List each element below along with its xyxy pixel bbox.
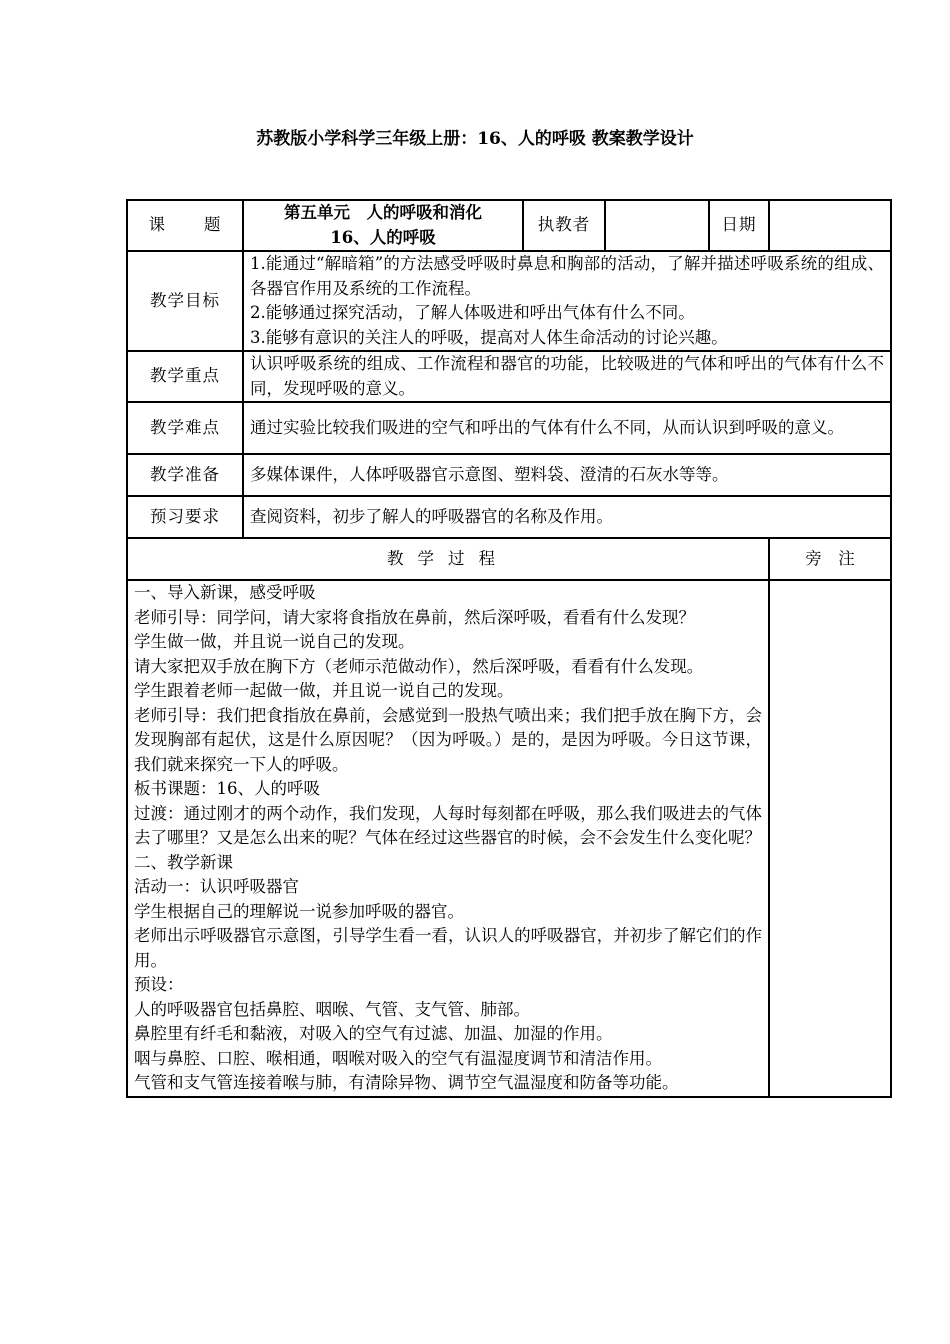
process-paragraph: 气管和支气管连接着喉与肺，有清除异物、调节空气温湿度和防备等功能。 [134,1073,679,1092]
topic-lesson: 16、人的呼吸 [330,227,436,247]
process-paragraph: 请大家把双手放在胸下方（老师示范做动作），然后深呼吸，看看有什么发现。 [134,656,704,676]
process-paragraph: 老师出示呼吸器官示意图，引导学生看一看，认识人的呼吸器官，并初步了解它们的作用。 [134,926,762,970]
preparation-row [127,454,891,496]
preparation-label: 教学准备 [127,454,243,496]
objective-item: 3.能够有意识的关注人的呼吸，提高对人体生命活动的讨论兴趣。 [250,327,728,347]
difficulties-content: 通过实验比较我们吸进的空气和呼出的气体有什么不同，从而认识到呼吸的意义。 [243,402,891,454]
preview-row [127,496,891,538]
topic-label: 课 题 [127,200,243,251]
objectives-content [243,251,891,351]
process-paragraph: 二、教学新课 [134,852,233,872]
process-paragraph: 过渡：通过刚才的两个动作，我们发现，人每时每刻都在呼吸，那么我们吸进去的气体去了哪里？又是怎么出来的呢？气体在经过这些器官的时候，会不会发生什么变化呢？ [134,803,762,847]
process-paragraph: 咽与鼻腔、口腔、喉相通，咽喉对吸入的空气有温湿度调节和清洁作用。 [134,1048,662,1068]
process-paragraph: 学生做一做，并且说一说自己的发现。 [134,632,415,651]
side-notes-content [769,580,891,1097]
teacher-label: 执教者 [523,200,605,251]
process-content [127,580,769,1097]
key-points-row [127,351,891,402]
preparation-content: 多媒体课件，人体呼吸器官示意图、塑料袋、澄清的石灰水等等。 [243,454,891,496]
teacher-value [605,200,709,251]
topic-unit: 第五单元 人的呼吸和消化 [284,203,482,222]
objective-item: 2.能够通过探究活动，了解人体吸进和呼出气体有什么不同。 [250,303,695,322]
lesson-plan-table [126,199,892,1098]
document-title: 苏教版小学科学三年级上册：16、人的呼吸 教案教学设计 [256,129,694,149]
process-paragraph: 预设： [134,975,184,994]
process-paragraph: 板书课题：16、人的呼吸 [134,779,320,798]
objectives-row [127,251,891,351]
process-header-row [127,538,891,580]
difficulties-label: 教学难点 [127,402,243,454]
key-points-content: 认识呼吸系统的组成、工作流程和器官的功能，比较吸进的气体和呼出的气体有什么不同，发现呼吸的意义。 [243,351,891,402]
difficulties-row [127,402,891,454]
process-paragraph: 一、导入新课，感受呼吸 [134,583,316,602]
key-points-label: 教学重点 [127,351,243,402]
date-label: 日期 [709,200,769,251]
process-paragraph: 人的呼吸器官包括鼻腔、咽喉、气管、支气管、肺部。 [134,999,530,1019]
process-paragraph: 学生跟着老师一起做一做，并且说一说自己的发现。 [134,681,514,700]
objective-item: 1.能通过“解暗箱”的方法感受呼吸时鼻息和胸部的活动，了解并描述呼吸系统的组成、各器官作用及系统的工作流程。 [250,254,884,298]
process-paragraph: 学生根据自己的理解说一说参加呼吸的器官。 [134,901,464,921]
process-paragraph: 鼻腔里有纤毛和黏液，对吸入的空气有过滤、加温、加湿的作用。 [134,1024,613,1043]
process-body-row [127,580,891,1097]
topic-value [243,200,523,251]
topic-row [127,200,891,251]
process-heading: 教学过程 [127,538,769,580]
preview-label: 预习要求 [127,496,243,538]
side-notes-heading: 旁 注 [769,538,891,580]
preview-content: 查阅资料，初步了解人的呼吸器官的名称及作用。 [243,496,891,538]
date-value [769,200,891,251]
process-paragraph: 老师引导：我们把食指放在鼻前，会感觉到一股热气喷出来；我们把手放在胸下方，会发现胸部有起伏，这是什么原因呢？（因为呼吸。）是的，是因为呼吸。今日这节课，我们就来探究一下人的呼吸。 [134,705,762,774]
process-paragraph: 活动一：认识呼吸器官 [134,877,299,896]
objectives-label: 教学目标 [127,251,243,351]
process-paragraph: 老师引导：同学问，请大家将食指放在鼻前，然后深呼吸，看看有什么发现？ [134,607,695,627]
